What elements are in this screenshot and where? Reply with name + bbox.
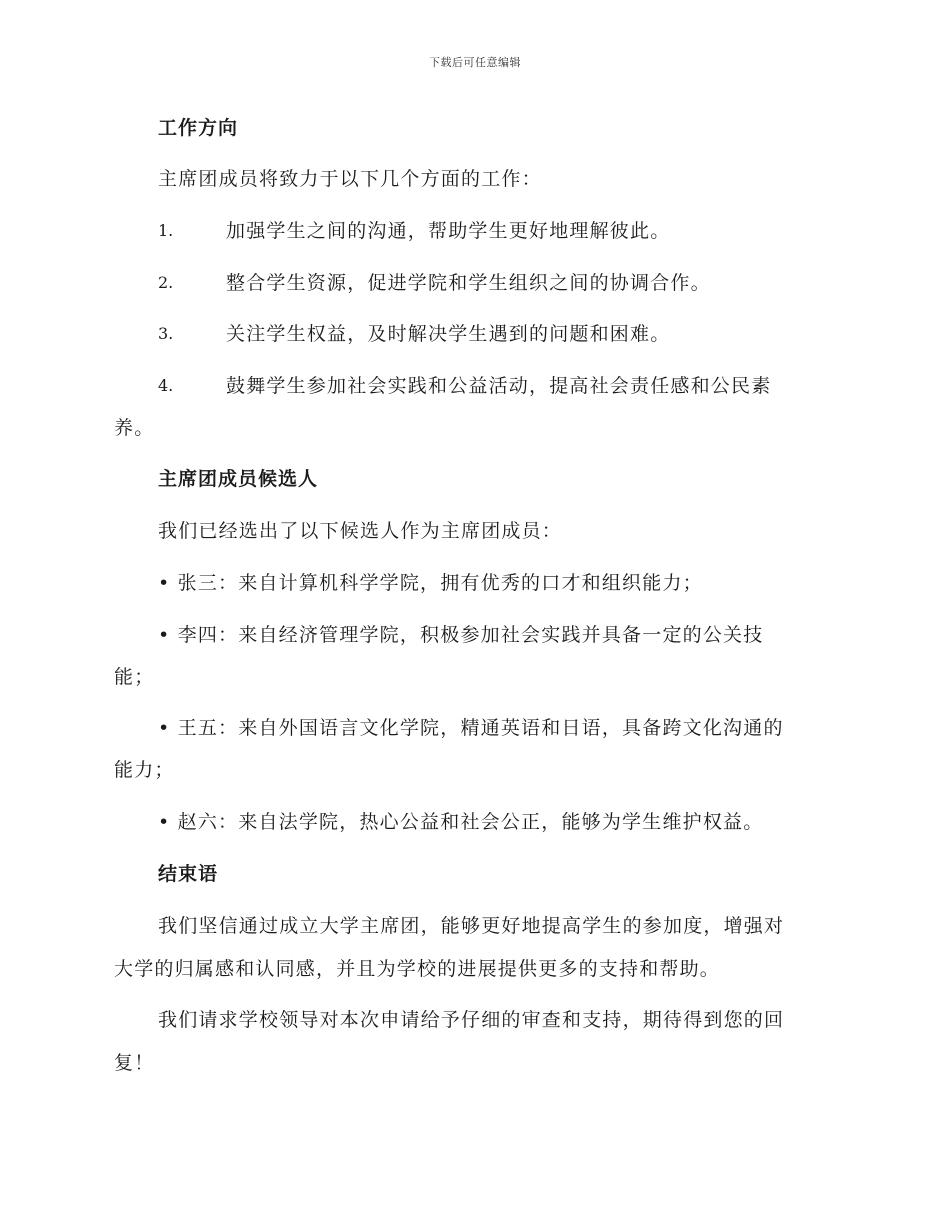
candidate-item-continuation: 能力； [114,759,175,781]
candidate-item: • 赵六：来自法学院，热心公益和社会公正，能够为学生维护权益。 [158,811,764,833]
list-item-number: 1. [158,221,174,240]
paragraph-line: 我们请求学校领导对本次申请给予仔细的审查和支持，期待得到您的回 [158,1009,785,1031]
section-heading-work-direction: 工作方向 [158,117,239,139]
list-item-number: 4. [158,376,174,395]
candidate-item: • 张三：来自计算机科学学院，拥有优秀的口才和组织能力； [158,572,703,594]
paragraph-line: 复！ [114,1052,155,1074]
section-heading-conclusion: 结束语 [158,863,219,885]
paragraph-line: 我们坚信通过成立大学主席团，能够更好地提高学生的参加度，增强对 [158,915,785,937]
candidate-item-continuation: 能； [114,666,155,688]
list-item-text: 鼓舞学生参加社会实践和公益活动，提高社会责任感和公民素 [226,375,772,397]
paragraph-line: 大学的归属感和认同感，并且为学校的进展提供更多的支持和帮助。 [114,958,721,980]
section-intro: 我们已经选出了以下候选人作为主席团成员： [158,520,563,542]
candidate-item: • 王五：来自外国语言文化学院，精通英语和日语，具备跨文化沟通的 [158,717,784,739]
list-item-text: 关注学生权益，及时解决学生遇到的问题和困难。 [226,323,671,345]
list-item-text: 加强学生之间的沟通，帮助学生更好地理解彼此。 [226,220,671,242]
list-item-number: 3. [158,324,174,343]
list-item-number: 2. [158,273,174,292]
section-intro: 主席团成员将致力于以下几个方面的工作： [158,168,542,190]
list-item-continuation: 养。 [114,417,155,439]
candidate-item: • 李四：来自经济管理学院，积极参加社会实践并具备一定的公关技 [158,624,764,646]
section-heading-candidates: 主席团成员候选人 [158,468,319,490]
list-item-text: 整合学生资源，促进学院和学生组织之间的协调合作。 [226,272,711,294]
page-header: 下载后可任意编辑 [429,56,521,69]
